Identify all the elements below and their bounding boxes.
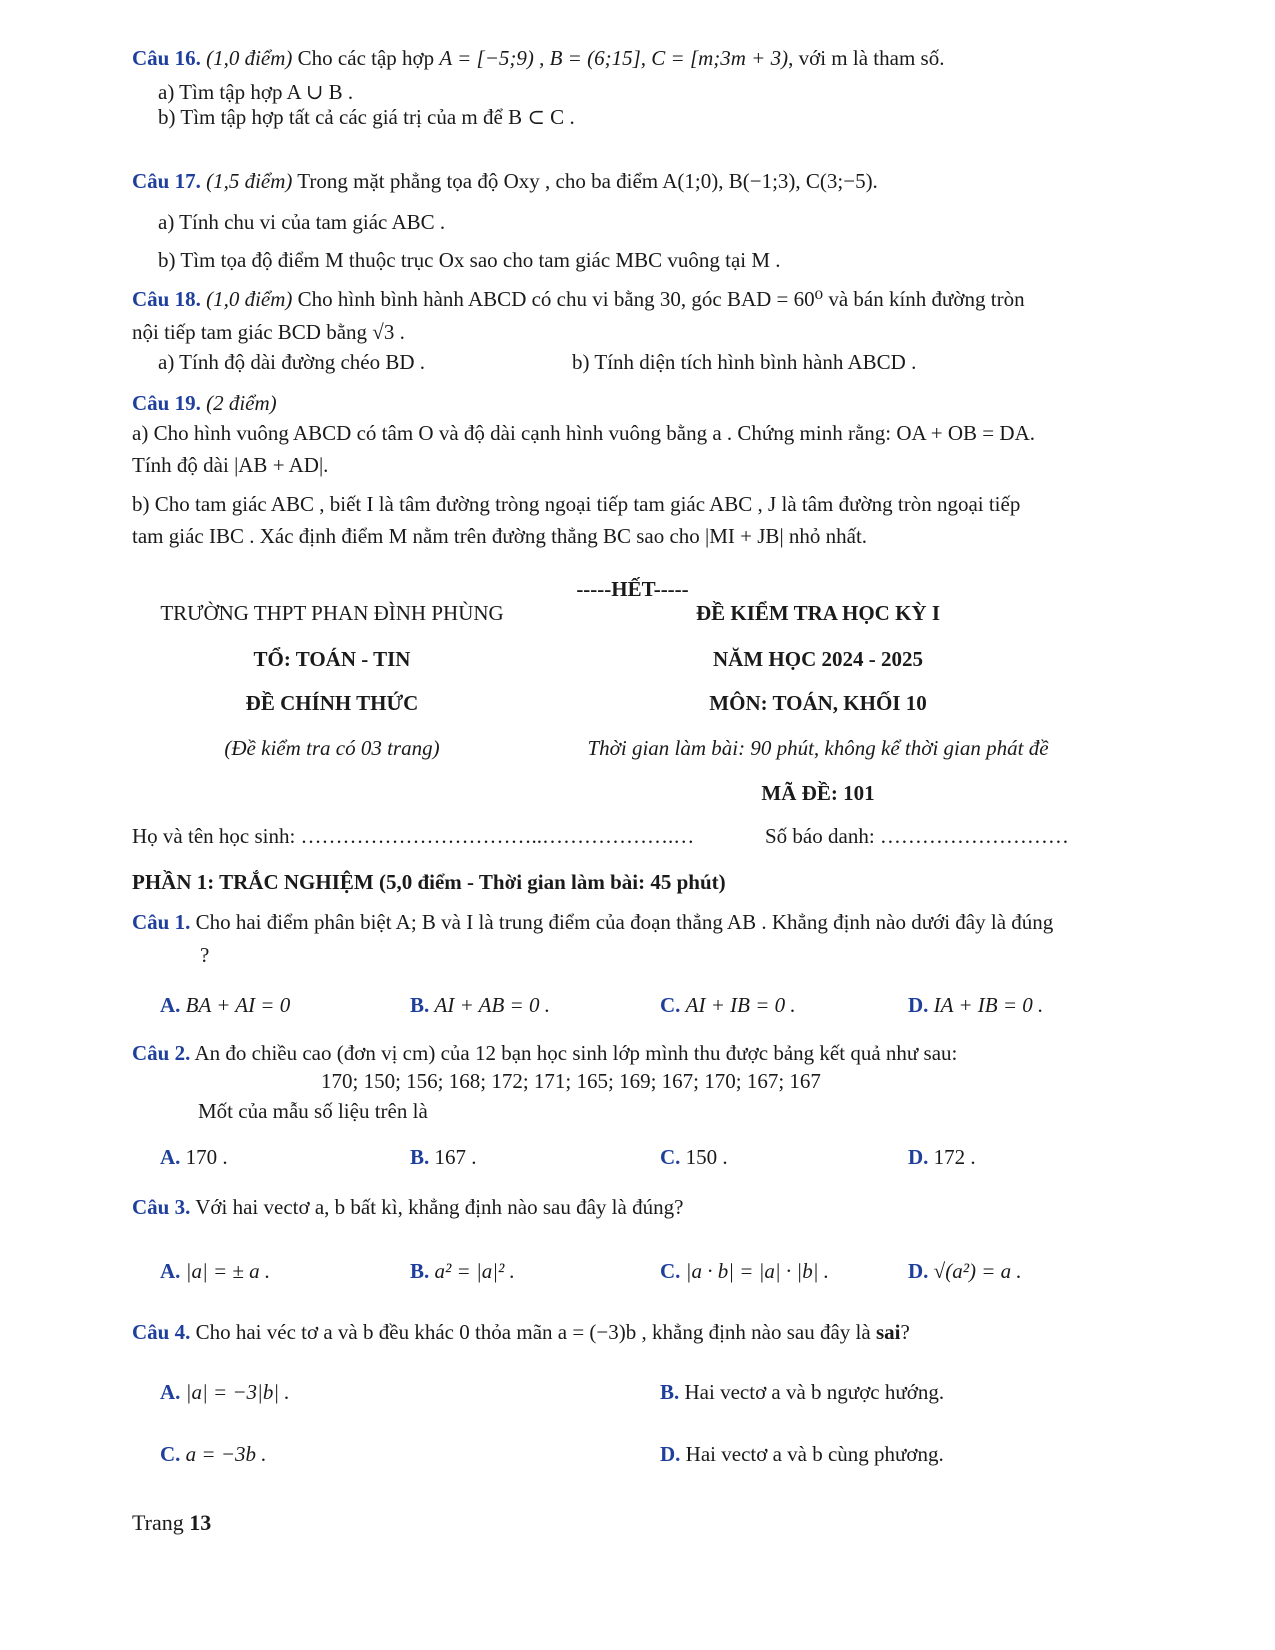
c4-text-emphasis: sai xyxy=(875,1320,901,1344)
c2-label: Câu 2. xyxy=(132,1041,191,1065)
c1-option-d-text: IA + IB = 0 . xyxy=(933,993,1044,1017)
c1-option-c-text: AI + IB = 0 . xyxy=(685,993,796,1017)
q16-points: (1,0 điểm) xyxy=(206,46,293,70)
c2-option-c-label: C. xyxy=(660,1145,681,1169)
c3-option-b-text: a² = |a|² . xyxy=(434,1259,515,1283)
part1-heading: PHẦN 1: TRẮC NGHIỆM (5,0 điểm - Thời gian làm bài: 45 phút) xyxy=(132,870,726,894)
page-label: Trang xyxy=(132,1510,184,1535)
c4-option-d xyxy=(660,1440,944,1468)
q18-part-b: b) Tính diện tích hình bình hành ABCD . xyxy=(572,350,917,374)
department: TỔ: TOÁN - TIN xyxy=(253,647,411,671)
q19-part-a-line2: Tính độ dài |AB + AD|. xyxy=(132,453,329,477)
c2-option-d xyxy=(908,1143,976,1171)
c1-statement xyxy=(132,908,1053,936)
q16-sets: A = [−5;9) , B = (6;15], C = [m;3m + 3) xyxy=(439,46,789,70)
q17-statement xyxy=(132,167,878,195)
c1-option-a xyxy=(160,991,290,1019)
c4-label: Câu 4. xyxy=(132,1320,191,1344)
q18-part-a: a) Tính độ dài đường chéo BD . xyxy=(158,350,426,374)
c2-option-b xyxy=(410,1143,477,1171)
c1-option-c xyxy=(660,991,796,1019)
page-count-note: (Đề kiểm tra có 03 trang) xyxy=(224,736,440,760)
c1-option-d-label: D. xyxy=(908,993,929,1017)
q17-part-b: b) Tìm tọa độ điểm M thuộc trục Ox sao cho tam giác MBC vuông tại M . xyxy=(158,248,781,272)
q19-part-b-line2: tam giác IBC . Xác định điểm M nằm trên đường thẳng BC sao cho |MI + JB| nhỏ nhất. xyxy=(132,524,868,548)
student-id-field: Số báo danh: ……………………… xyxy=(765,824,1069,848)
c1-option-b xyxy=(410,991,550,1019)
c2-text: An đo chiều cao (đơn vị cm) của 12 bạn học sinh lớp mình thu được bảng kết quả như sau: xyxy=(194,1041,958,1065)
c3-option-a-label: A. xyxy=(160,1259,181,1283)
c4-option-b-label: B. xyxy=(660,1380,680,1404)
c3-option-b-label: B. xyxy=(410,1259,430,1283)
c2-option-b-label: B. xyxy=(410,1145,430,1169)
q16-part-a: a) Tìm tập hợp A ∪ B . xyxy=(158,80,354,104)
time-note: Thời gian làm bài: 90 phút, không kể thời gian phát đề xyxy=(587,736,1049,760)
c3-option-d xyxy=(908,1257,1022,1285)
c4-option-a xyxy=(160,1378,290,1406)
c1-label: Câu 1. xyxy=(132,910,191,934)
c4-option-c-text: a = −3b . xyxy=(185,1442,267,1466)
c3-option-c-label: C. xyxy=(660,1259,681,1283)
official-label: ĐỀ CHÍNH THỨC xyxy=(245,691,419,715)
c1-text: Cho hai điểm phân biệt A; B và I là trung điểm của đoạn thẳng AB . Khẳng định nào dưới đây là đúng xyxy=(195,910,1054,934)
exam-code: MÃ ĐỀ: 101 xyxy=(761,781,875,805)
c2-option-b-text: 167 . xyxy=(434,1145,477,1169)
q18-line1: Cho hình bình hành ABCD có chu vi bằng 30, góc BAD = 60⁰ và bán kính đường tròn xyxy=(297,287,1025,311)
q19-part-b-line1: b) Cho tam giác ABC , biết I là tâm đường tròng ngoại tiếp tam giác ABC , J là tâm đường tròn ngoại tiếp xyxy=(132,492,1021,516)
c3-option-a xyxy=(160,1257,270,1285)
q19-part-a-line1: a) Cho hình vuông ABCD có tâm O và độ dài cạnh hình vuông bằng a . Chứng minh rằng: OA + OB = DA. xyxy=(132,421,1035,445)
c2-option-d-text: 172 . xyxy=(933,1145,976,1169)
c4-option-b xyxy=(660,1378,944,1406)
c2-option-d-label: D. xyxy=(908,1145,929,1169)
q17-intro: Trong mặt phẳng tọa độ Oxy , cho ba điểm A(1;0), B(−1;3), C(3;−5). xyxy=(297,169,878,193)
c4-option-c-label: C. xyxy=(160,1442,181,1466)
exam-title: ĐỀ KIỂM TRA HỌC KỲ I xyxy=(695,601,941,625)
q17-part-a: a) Tính chu vi của tam giác ABC . xyxy=(158,210,446,234)
c3-option-a-text: |a| = ± a . xyxy=(185,1259,271,1283)
c2-statement xyxy=(132,1039,957,1067)
c4-text: Cho hai véc tơ a và b đều khác 0 thỏa mãn a = (−3)b , khẳng định nào sau đây là xyxy=(195,1320,871,1344)
c3-option-c-text: |a · b| = |a| · |b| . xyxy=(685,1259,829,1283)
c3-option-d-text: √(a²) = a . xyxy=(933,1259,1022,1283)
c4-option-a-text: |a| = −3|b| . xyxy=(185,1380,290,1404)
c2-option-a-label: A. xyxy=(160,1145,181,1169)
q18-points: (1,0 điểm) xyxy=(206,287,293,311)
c4-option-b-text: Hai vectơ a và b ngược hướng. xyxy=(684,1380,945,1404)
c3-label: Câu 3. xyxy=(132,1195,191,1219)
school-name: TRƯỜNG THPT PHAN ĐÌNH PHÙNG xyxy=(160,601,504,625)
page-footer xyxy=(132,1509,211,1537)
c1-text-cont: ? xyxy=(200,943,210,967)
c1-option-c-label: C. xyxy=(660,993,681,1017)
c1-option-b-label: B. xyxy=(410,993,430,1017)
q19-heading xyxy=(132,389,277,417)
c4-option-c xyxy=(160,1440,267,1468)
q16-part-b: b) Tìm tập hợp tất cả các giá trị của m để B ⊂ C . xyxy=(158,105,575,129)
c3-option-d-label: D. xyxy=(908,1259,929,1283)
c4-option-d-text: Hai vectơ a và b cùng phương. xyxy=(685,1442,944,1466)
student-name-field: Họ và tên học sinh: ……………………………..……………….… xyxy=(132,824,695,848)
subject: MÔN: TOÁN, KHỐI 10 xyxy=(709,691,927,715)
c1-option-b-text: AI + AB = 0 . xyxy=(434,993,550,1017)
c2-option-a xyxy=(160,1143,228,1171)
q16-intro: Cho các tập hợp xyxy=(297,46,435,70)
c3-statement xyxy=(132,1193,683,1221)
c4-option-d-label: D. xyxy=(660,1442,681,1466)
end-marker: -----HẾT----- xyxy=(576,577,689,601)
q16-label: Câu 16. xyxy=(132,46,201,70)
q17-label: Câu 17. xyxy=(132,169,201,193)
c2-data: 170; 150; 156; 168; 172; 171; 165; 169; 167; 170; 167; 167 xyxy=(321,1069,821,1093)
c4-statement xyxy=(132,1318,910,1346)
c1-option-a-label: A. xyxy=(160,993,181,1017)
c3-option-c xyxy=(660,1257,829,1285)
c2-option-c xyxy=(660,1143,728,1171)
q17-points: (1,5 điểm) xyxy=(206,169,293,193)
q19-points: (2 điểm) xyxy=(206,391,277,415)
q16-tail: , với m là tham số. xyxy=(788,46,945,70)
c1-option-a-text: BA + AI = 0 xyxy=(185,993,291,1017)
c1-option-d xyxy=(908,991,1043,1019)
c3-text: Với hai vectơ a, b bất kì, khẳng định nào sau đây là đúng? xyxy=(195,1195,684,1219)
q18-label: Câu 18. xyxy=(132,287,201,311)
page-number: 13 xyxy=(189,1510,212,1535)
q18-statement xyxy=(132,285,1025,313)
c2-option-c-text: 150 . xyxy=(685,1145,728,1169)
school-year: NĂM HỌC 2024 - 2025 xyxy=(713,647,923,671)
c3-option-b xyxy=(410,1257,515,1285)
c4-option-a-label: A. xyxy=(160,1380,181,1404)
q19-label: Câu 19. xyxy=(132,391,201,415)
q18-line2: nội tiếp tam giác BCD bằng √3 . xyxy=(132,320,405,344)
c2-option-a-text: 170 . xyxy=(185,1145,228,1169)
c2-text-cont: Mốt của mẫu số liệu trên là xyxy=(198,1099,428,1123)
q16-statement xyxy=(132,44,944,72)
c4-text-end: ? xyxy=(900,1320,910,1344)
